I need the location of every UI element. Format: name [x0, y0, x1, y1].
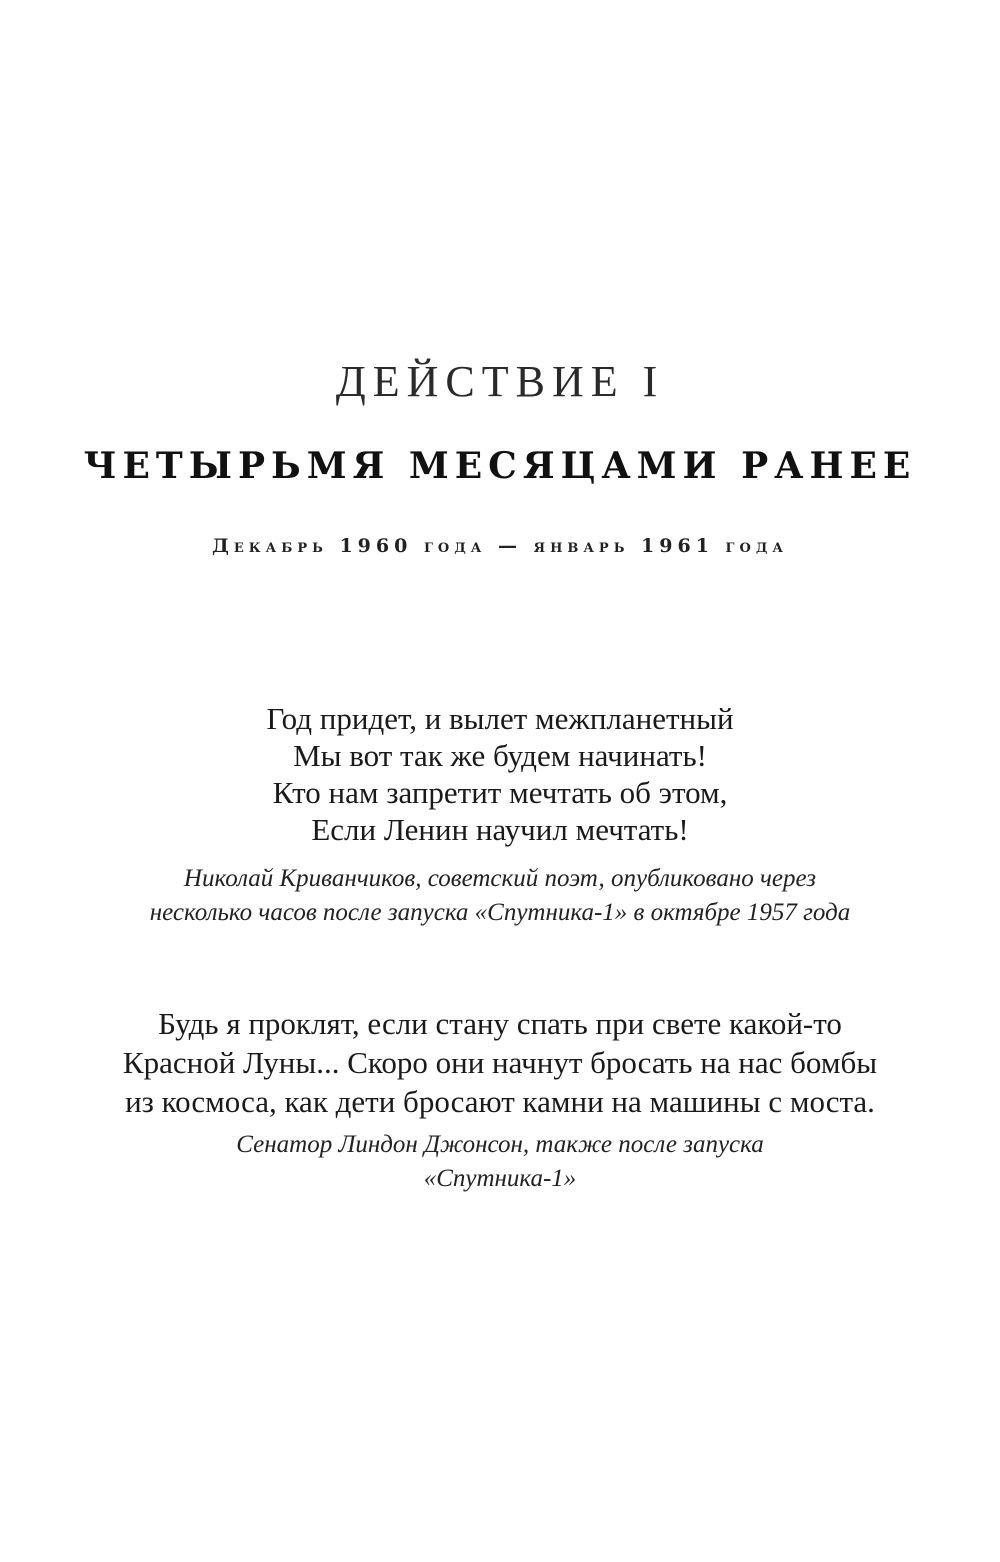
verse-line: Год придет, и вылет межпланетный [266, 701, 734, 736]
quote-line: из космоса, как дети бросают камни на машины с моста. [125, 1084, 875, 1119]
attribution-line: несколько часов после запуска «Спутника-1» в октябре 1957 года [149, 899, 851, 926]
attribution-line: Николай Криванчиков, советский поэт, опубликовано через [183, 865, 817, 892]
date-range: Декабрь 1960 года — январь 1961 года [212, 535, 788, 557]
quote-line: Красной Луны... Скоро они начнут бросать на нас бомбы [122, 1045, 878, 1080]
epigraph-attribution [0, 862, 1000, 930]
epigraph-verse [0, 700, 1000, 848]
attribution-line: Сенатор Линдон Джонсон, также после запуска [236, 1131, 764, 1158]
verse-line: Мы вот так же будем начинать! [293, 738, 707, 773]
chapter-title: ЧЕТЫРЬМЯ МЕСЯЦАМИ РАНЕЕ [83, 445, 917, 487]
act-title: ДЕЙСТВИЕ I [335, 357, 665, 406]
quote-line: Будь я проклят, если стану спать при свете какой-то [158, 1006, 842, 1041]
epigraph-quote [0, 1004, 1000, 1121]
verse-line: Кто нам запретит мечтать об этом, [272, 775, 728, 810]
attribution-line: «Спутника-1» [423, 1165, 577, 1192]
epigraph-attribution [0, 1128, 1000, 1196]
verse-line: Если Ленин научил мечтать! [311, 812, 689, 847]
